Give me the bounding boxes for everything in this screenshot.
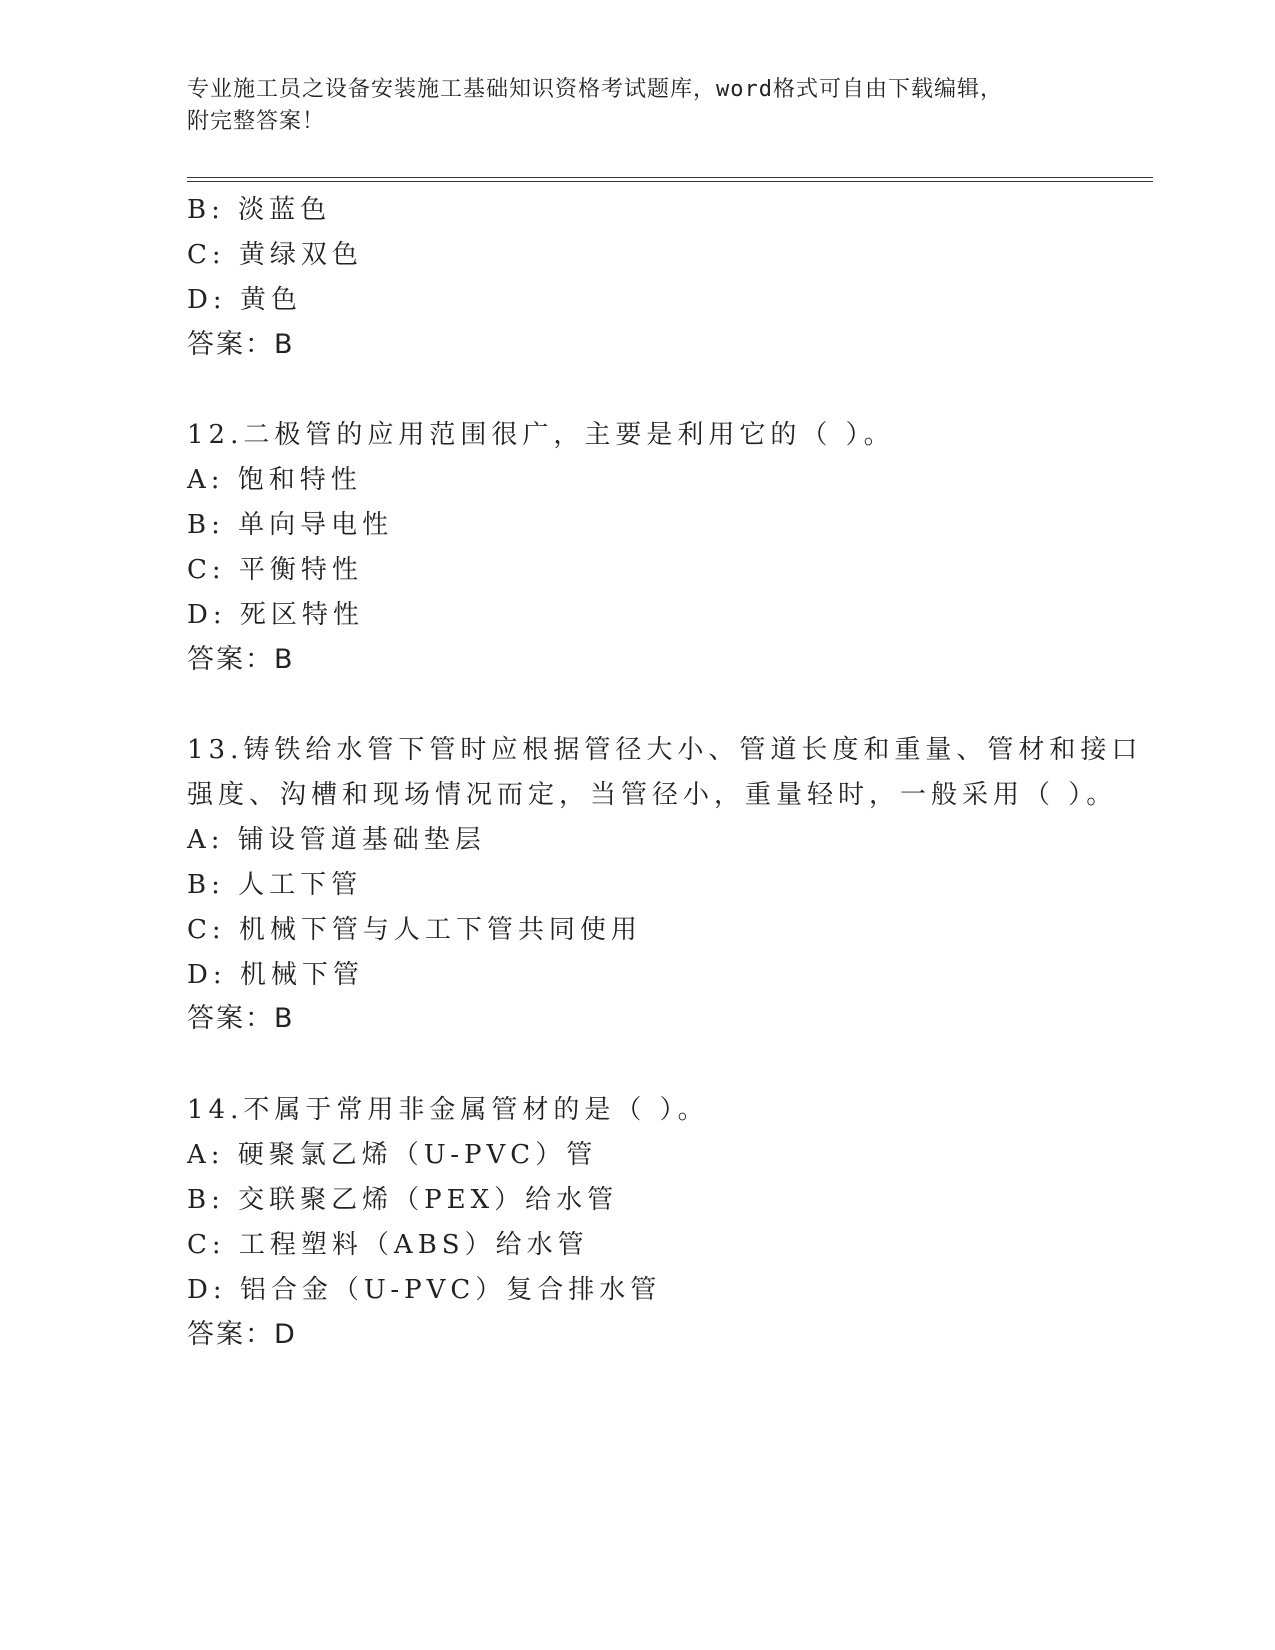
q12-option-b: B: 单向导电性	[187, 510, 394, 540]
header-divider-top	[187, 177, 1153, 178]
q14-option-d: D: 铝合金（U-PVC）复合排水管	[187, 1275, 662, 1305]
q13-option-d: D: 机械下管	[187, 960, 364, 990]
q14-option-b: B: 交联聚乙烯（PEX）给水管	[187, 1185, 619, 1215]
q11-option-c: C: 黄绿双色	[187, 240, 363, 270]
q11-answer: 答案：B	[187, 329, 295, 360]
q14-answer: 答案：D	[187, 1319, 297, 1350]
q12-option-c: C: 平衡特性	[187, 555, 363, 585]
q12-option-a: A: 饱和特性	[187, 465, 362, 495]
header-divider-bottom	[187, 181, 1153, 182]
q11-option-d: D: 黄色	[187, 285, 302, 315]
q13-option-c: C: 机械下管与人工下管共同使用	[187, 915, 642, 945]
q14-stem: 14.不属于常用非金属管材的是（ ）。	[187, 1095, 709, 1125]
header-text-line-1: 专业施工员之设备安装施工基础知识资格考试题库，word格式可自由下载编辑，	[187, 77, 1003, 102]
q14-option-a: A: 硬聚氯乙烯（U-PVC）管	[187, 1140, 598, 1170]
q13-answer: 答案：B	[187, 1003, 295, 1034]
q13-option-a: A: 铺设管道基础垫层	[187, 825, 486, 855]
q11-option-b: B: 淡蓝色	[187, 195, 332, 225]
q12-option-d: D: 死区特性	[187, 600, 364, 630]
q12-stem: 12.二极管的应用范围很广，主要是利用它的（ ）。	[187, 420, 895, 450]
q14-option-c: C: 工程塑料（ABS）给水管	[187, 1230, 589, 1260]
q13-stem-line-2: 强度、沟槽和现场情况而定，当管径小，重量轻时，一般采用（ ）。	[187, 780, 1118, 810]
header-text-line-2: 附完整答案！	[187, 109, 326, 134]
q13-stem-line-1: 13.铸铁给水管下管时应根据管径大小、管道长度和重量、管材和接口	[187, 735, 1143, 765]
q12-answer: 答案：B	[187, 644, 295, 675]
q13-option-b: B: 人工下管	[187, 870, 363, 900]
